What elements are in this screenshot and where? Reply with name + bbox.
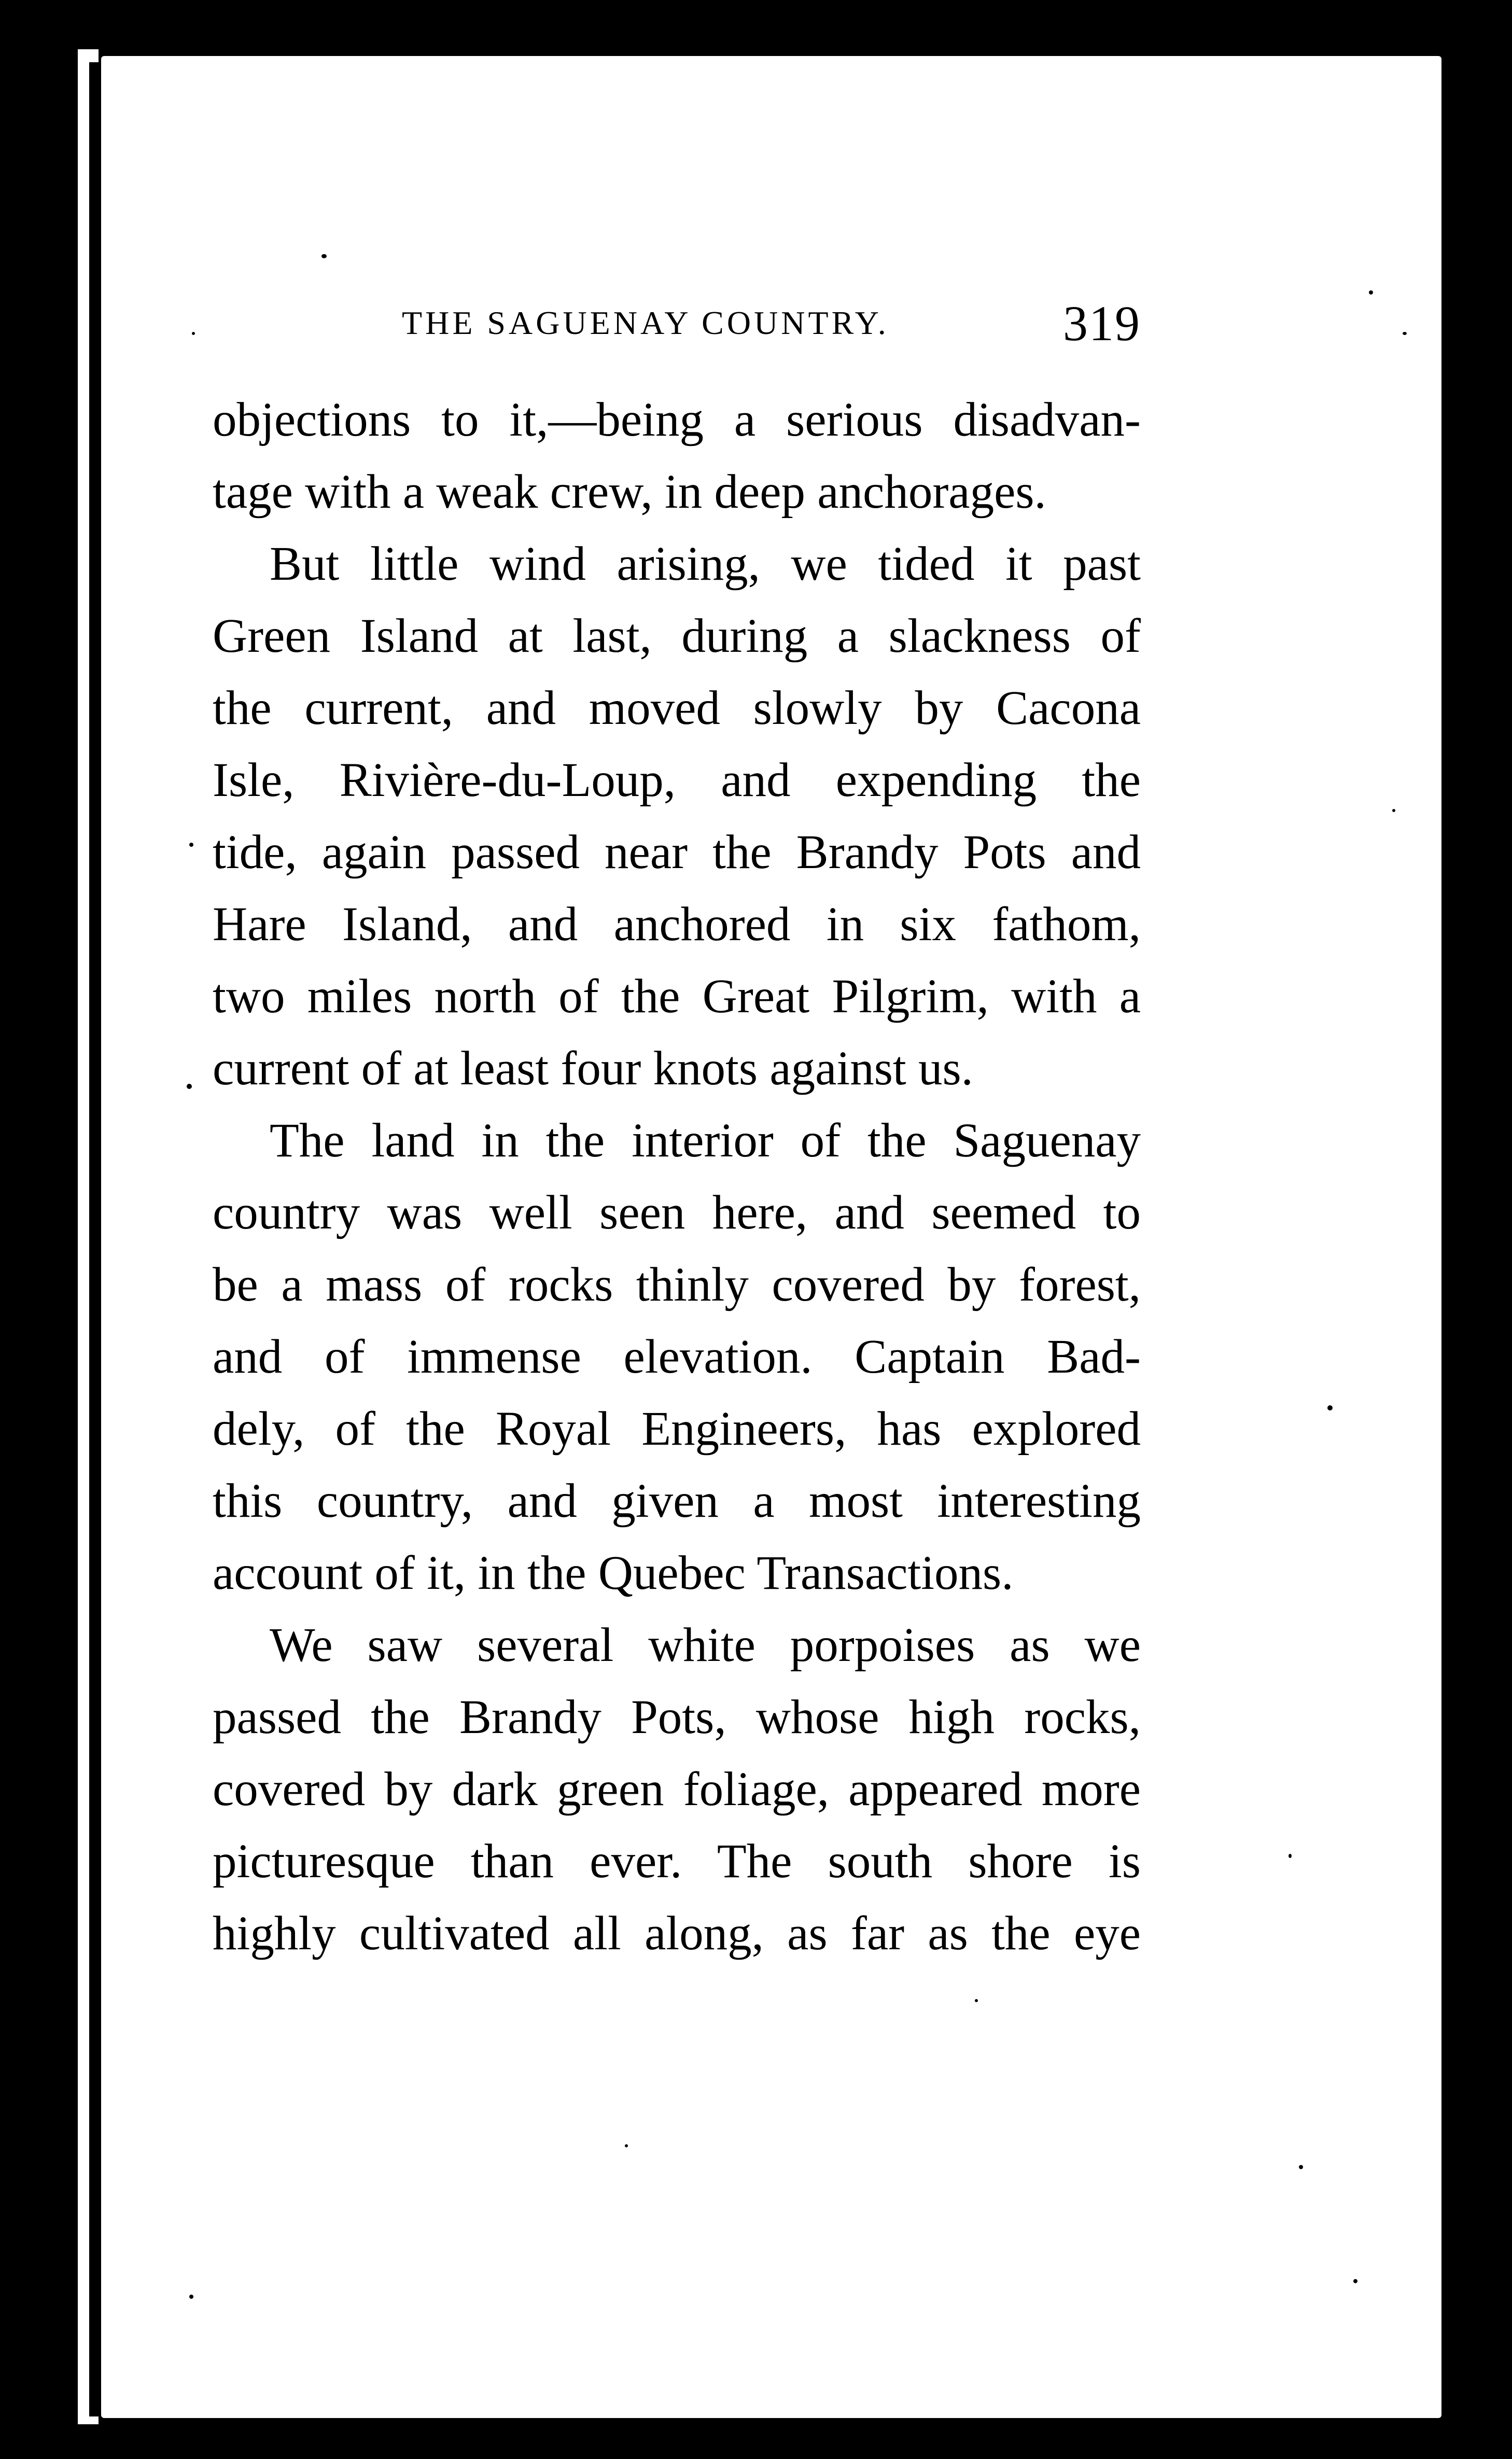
text-line: We saw several white porpoises as we bbox=[270, 1618, 1141, 1672]
scan-speck bbox=[625, 2144, 628, 2147]
text-line: the current, and moved slowly by Cacona bbox=[213, 681, 1141, 735]
text-line: objections to it,—being a serious disadvan- bbox=[213, 393, 1141, 446]
scan-speck bbox=[1353, 2279, 1357, 2283]
text-line: tage with a weak crew, in deep anchorages. bbox=[213, 465, 1046, 519]
text-line: picturesque than ever. The south shore is bbox=[213, 1835, 1141, 1888]
paragraph-4 bbox=[213, 1609, 1141, 1969]
scan-speck bbox=[975, 1999, 978, 2002]
text-line: Isle, Rivière-du-Loup, and expending the bbox=[213, 753, 1141, 807]
text-line: account of it, in the Quebec Transactions. bbox=[213, 1546, 1014, 1600]
paragraph-3 bbox=[213, 1105, 1141, 1609]
scan-speck bbox=[1299, 2165, 1303, 2169]
text-line: two miles north of the Great Pilgrim, with a bbox=[213, 970, 1141, 1023]
scan-speck bbox=[1289, 1854, 1292, 1858]
scan-speck bbox=[1369, 290, 1373, 295]
running-head: THE SAGUENAY COUNTRY. bbox=[402, 304, 889, 341]
text-line: Green Island at last, during a slackness of bbox=[213, 609, 1141, 663]
scan-speck bbox=[189, 843, 193, 847]
text-line: be a mass of rocks thinly covered by forest, bbox=[213, 1258, 1141, 1311]
text-line: The land in the interior of the Saguenay bbox=[270, 1114, 1141, 1167]
scan-speck bbox=[1392, 809, 1395, 812]
scan-speck bbox=[187, 1084, 192, 1089]
scan-speck bbox=[1403, 332, 1407, 335]
page-number: 319 bbox=[1063, 296, 1141, 351]
text-line: highly cultivated all along, as far as the eye bbox=[213, 1907, 1141, 1960]
page-body bbox=[213, 384, 1141, 1969]
text-line: dely, of the Royal Engineers, has explored bbox=[213, 1402, 1141, 1456]
page-header bbox=[213, 295, 1141, 352]
scan-speck bbox=[189, 2295, 193, 2299]
text-line: and of immense elevation. Captain Bad- bbox=[213, 1330, 1141, 1384]
scan-speck bbox=[192, 332, 195, 335]
text-line: But little wind arising, we tided it past bbox=[270, 537, 1141, 591]
text-line: passed the Brandy Pots, whose high rocks, bbox=[213, 1690, 1141, 1744]
text-line: tide, again passed near the Brandy Pots and bbox=[213, 826, 1141, 879]
text-line: covered by dark green foliage, appeared more bbox=[213, 1763, 1141, 1816]
paragraph-2 bbox=[213, 528, 1141, 1105]
paragraph-1 bbox=[213, 384, 1141, 528]
text-line: current of at least four knots against us. bbox=[213, 1042, 973, 1095]
text-line: Hare Island, and anchored in six fathom, bbox=[213, 898, 1141, 951]
text-line: country was well seen here, and seemed to bbox=[213, 1186, 1141, 1239]
scan-speck bbox=[321, 254, 327, 258]
scan-speck bbox=[1327, 1405, 1333, 1410]
text-line: this country, and given a most interesting bbox=[213, 1474, 1141, 1528]
